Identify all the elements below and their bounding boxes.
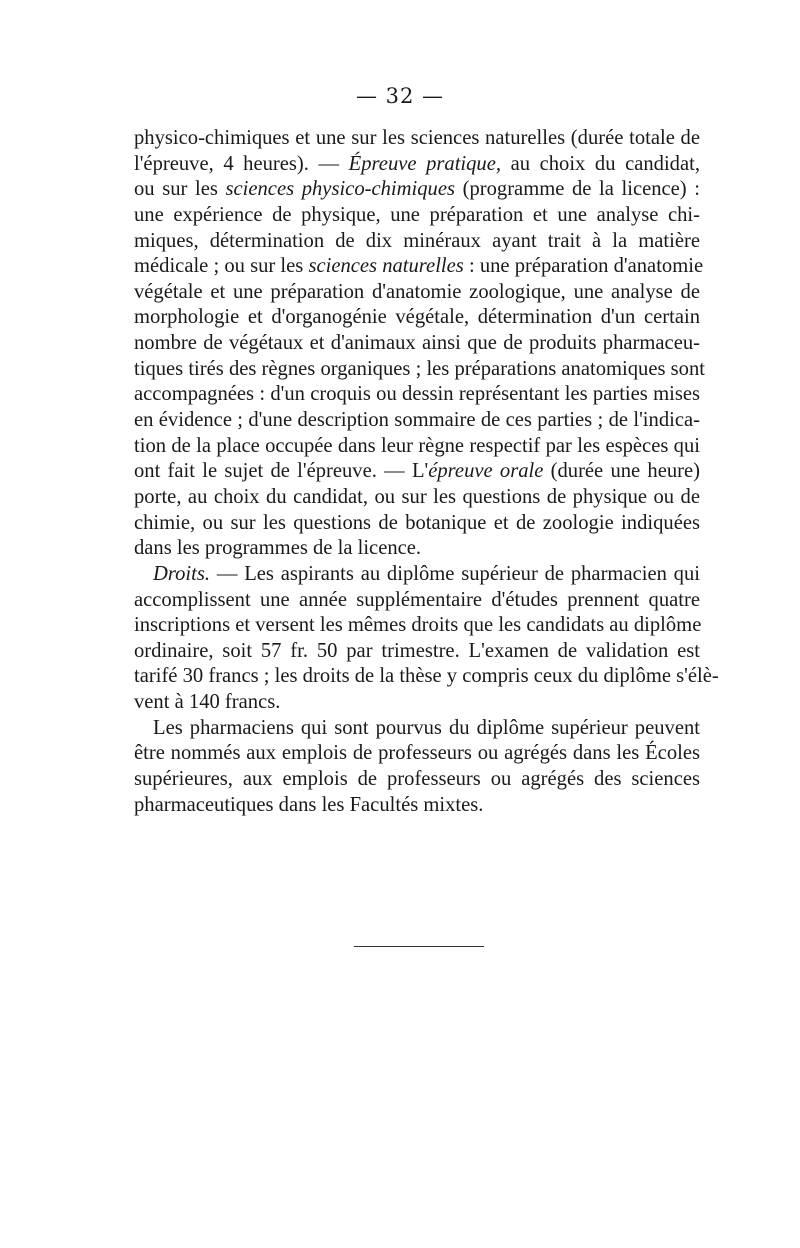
text-line (134, 408, 700, 434)
text-run: végétale et une préparation d'anatomie zoologique, une analyse de (134, 280, 700, 303)
text-line (134, 382, 700, 408)
text-run: : une préparation d'anatomie (463, 255, 704, 278)
text-line (134, 485, 700, 511)
text-line (134, 305, 700, 331)
italic-text: sciences naturelles (308, 255, 464, 278)
text-run: ou sur les (134, 178, 226, 201)
text-line (134, 511, 700, 537)
text-run: accompagnées : d'un croquis ou dessin représentant les parties mises (134, 383, 700, 406)
text-line (134, 152, 700, 178)
text-line (134, 229, 700, 255)
text-run: supérieures, aux emplois de professeurs ou agrégés des sciences (134, 768, 700, 791)
text-run: (durée une heure) (543, 460, 700, 483)
text-line (134, 741, 700, 767)
italic-text: Épreuve pratique, (348, 152, 502, 175)
text-run: miques, détermination de dix minéraux ayant trait à la matière (134, 229, 700, 252)
text-line (134, 254, 704, 280)
text-line (134, 459, 700, 485)
text-line (134, 664, 719, 690)
text-run: chimie, ou sur les questions de botanique et de zoologie indiquées (134, 511, 700, 534)
text-line (134, 588, 700, 614)
text-run: dans les programmes de la licence. (134, 537, 422, 560)
text-run: pharmaceutiques dans les Facultés mixtes. (134, 793, 484, 816)
text-run: médicale ; ou sur les (134, 255, 309, 278)
text-run: (programme de la licence) : (454, 178, 700, 201)
text-run: une expérience de physique, une préparation et une analyse chi- (134, 203, 700, 226)
text-run: l'épreuve, 4 heures). — (134, 152, 349, 175)
italic-text: sciences physico-chimiques (225, 178, 455, 201)
text-run: porte, au choix du candidat, ou sur les questions de physique ou de (134, 485, 700, 508)
text-line (134, 177, 700, 203)
text-line (134, 434, 700, 460)
text-line (134, 639, 700, 665)
text-line (134, 767, 700, 793)
text-run: physico-chimiques et une sur les sciences naturelles (durée totale de (134, 127, 700, 149)
text-run: au choix du candidat, (501, 152, 700, 175)
text-run: ordinaire, soit 57 fr. 50 par trimestre. L'examen de validation est (134, 639, 700, 662)
text-line (134, 280, 700, 306)
text-run: Les pharmaciens qui sont pourvus du diplôme supérieur peuvent (153, 716, 700, 739)
italic-text: Droits. (153, 562, 211, 585)
text-run: tiques tirés des règnes organiques ; les préparations anatomiques sont (134, 357, 705, 380)
text-run: nombre de végétaux et d'animaux ainsi que de produits pharmaceu- (134, 332, 700, 355)
end-rule (354, 946, 484, 947)
text-line (134, 331, 700, 357)
text-run: être nommés aux emplois de professeurs ou agrégés dans les Écoles (134, 742, 700, 765)
page-number: — 32 — (355, 84, 445, 108)
text-line (134, 126, 700, 152)
text-run: inscriptions et versent les mêmes droits que les candidats au diplôme (134, 614, 702, 637)
text-run: ont fait le sujet de l'épreuve. — L' (134, 460, 429, 483)
text-line (134, 536, 700, 562)
text-line (134, 203, 700, 229)
text-line (134, 716, 700, 742)
italic-text: épreuve orale (428, 460, 544, 483)
text-run: tion de la place occupée dans leur règne respectif par les espèces qui (134, 434, 700, 457)
text-run: — Les aspirants au diplôme supérieur de pharmacien qui (210, 562, 700, 585)
body-text (134, 126, 719, 818)
text-line (134, 690, 700, 716)
text-run: tarifé 30 francs ; les droits de la thèse y compris ceux du diplôme s'élè- (134, 665, 719, 688)
text-line (134, 793, 700, 819)
text-run: en évidence ; d'une description sommaire de ces parties ; de l'indica- (134, 409, 700, 432)
text-run: accomplissent une année supplémentaire d'études prennent quatre (134, 588, 700, 611)
text-run: vent à 140 francs. (134, 691, 281, 714)
text-run: morphologie et d'organogénie végétale, détermination d'un certain (134, 306, 700, 329)
text-line (134, 562, 700, 588)
text-line (134, 357, 705, 383)
text-line (134, 613, 700, 639)
